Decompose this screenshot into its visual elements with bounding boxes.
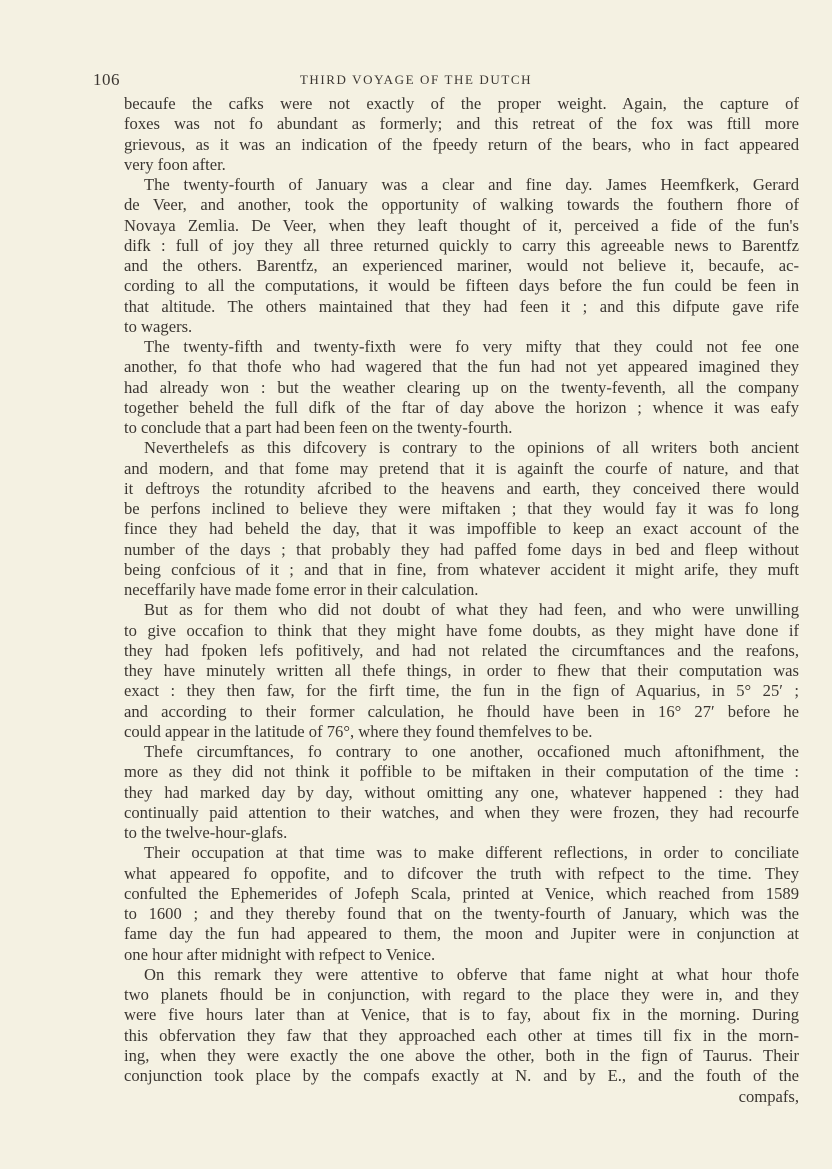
text-line: were five hours later than at Venice, that is to fay, about fix in the morning. During — [124, 1005, 799, 1025]
text-line: it deftroys the rotundity afcribed to the heavens and earth, they conceived there would — [124, 478, 799, 498]
text-line: exact : they then faw, for the firft time, the fun in the fign of Aquarius, in 5° 25′ ; — [124, 681, 799, 701]
text-line: Neverthelefs as this difcovery is contrary to the opinions of all writers both ancient — [144, 438, 799, 458]
text-line: Novaya Zemlia. De Veer, when they leaft thought of it, perceived a fide of the fun's — [124, 215, 799, 235]
text-line: being confcious of it ; and that in fine, from whatever accident it might arife, they muft — [124, 559, 799, 579]
text-line: to give occafion to think that they might have fome doubts, as they might have done if — [124, 620, 799, 640]
text-line: one hour after midnight with refpect to Venice. — [124, 944, 436, 964]
text-line: be perfons inclined to believe they were miftaken ; that they would fay it was fo long — [124, 499, 799, 518]
text-line: together beheld the full difk of the ftar of day above the horizon ; whence it was eafy — [124, 397, 799, 417]
text-line: The twenty-fourth of January was a clear and fine day. James Heemfkerk, Gerard — [144, 175, 799, 194]
text-line: The twenty-fifth and twenty-fixth were fo very mifty that they could not fee one — [144, 337, 799, 356]
text-line: confulted the Ephemerides of Jofeph Scala, printed at Venice, which reached from 1589 — [124, 883, 799, 903]
text-line: they had marked day by day, without omitting any one, whatever happened : they had — [124, 782, 799, 802]
text-line: what appeared fo oppofite, and to difcover the truth with refpect to the time. They — [124, 863, 799, 883]
text-line: to the twelve-hour-glafs. — [124, 823, 288, 842]
text-line: could appear in the latitude of 76°, where they found themfelves to be. — [124, 721, 593, 741]
text-line: more as they did not think it poffible to be miftaken in their computation of the time : — [124, 762, 799, 782]
text-line: Thefe circumftances, fo contrary to one another, occafioned much aftonifhment, the — [144, 742, 799, 761]
text-line: to 1600 ; and they thereby found that on the twenty-fourth of January, which was the — [124, 904, 799, 923]
text-line: and according to their former calculation, he fhould have been in 16° 27′ before he — [124, 701, 799, 721]
text-line: But as for them who did not doubt of what they had feen, and who were unwilling — [144, 600, 799, 620]
text-line: they have minutely written all thefe things, in order to fhew that their computation was — [124, 661, 799, 680]
text-line: two planets fhould be in conjunction, with regard to the place they were in, and they — [124, 985, 799, 1004]
text-line: conjunction took place by the compafs exactly at N. and by E., and the fouth of the — [124, 1066, 799, 1085]
text-line: fince they had beheld the day, that it was impoffible to keep an exact account of the — [124, 519, 799, 539]
text-line: de Veer, and another, took the opportunity of walking towards the fouthern fhore of — [124, 195, 799, 215]
text-line: and modern, and that fome may pretend that it is againft the courfe of nature, and that — [124, 458, 799, 478]
text-line: neceffarily have made fome error in their calculation. — [124, 580, 479, 599]
text-line: continually paid attention to their watches, and when they were frozen, they had recourfe — [124, 802, 799, 822]
text-line: becaufe the cafks were not exactly of the proper weight. Again, the capture of — [124, 94, 799, 113]
page-number: 106 — [93, 70, 120, 89]
text-line: they had fpoken lefs pofitively, and had not related the circumftances and the reafons, — [124, 640, 799, 660]
text-line: very foon after. — [124, 154, 226, 174]
running-head: THIRD VOYAGE OF THE DUTCH — [299, 72, 533, 87]
text-line: grievous, as it was an indication of the fpeedy return of the bears, who in fact appeared — [124, 134, 799, 154]
text-line: cording to all the computations, it would be fifteen days before the fun could be feen in — [124, 276, 799, 296]
text-line: foxes was not fo abundant as formerly; and this retreat of the fox was ftill more — [124, 114, 799, 134]
text-line: another, fo that thofe who had wagered that the fun had not yet appeared imagined they — [124, 357, 799, 377]
text-line: ing, when they were exactly the one above the other, both in the fign of Taurus. Their — [124, 1045, 799, 1065]
text-line: Their occupation at that time was to make different reflections, in order to conciliate — [144, 843, 799, 863]
text-line: that altitude. The others maintained that they had feen it ; and this difpute gave rife — [124, 296, 799, 316]
text-line: to conclude that a part had been feen on the twenty-fourth. — [124, 418, 513, 437]
text-line: to wagers. — [124, 316, 193, 336]
text-line: difk : full of joy they all three returned quickly to carry this agreeable news to Barentfz — [124, 235, 799, 255]
text-line: and the others. Barentfz, an experienced mariner, would not believe it, becaufe, ac- — [124, 256, 799, 275]
text-line: had already won : but the weather clearing up on the twenty-feventh, all the company — [124, 377, 799, 397]
text-line: number of the days ; that probably they had paffed fome days in bed and fleep without — [124, 539, 799, 559]
text-line: On this remark they were attentive to obferve that fame night at what hour thofe — [144, 964, 799, 984]
text-line: this obfervation they faw that they approached each other at times till fix in the morn- — [124, 1025, 799, 1045]
catchword: compafs, — [738, 1087, 799, 1106]
text-line: fame day the fun had appeared to them, the moon and Jupiter were in conjunction at — [124, 924, 799, 944]
body-text — [124, 94, 799, 1086]
